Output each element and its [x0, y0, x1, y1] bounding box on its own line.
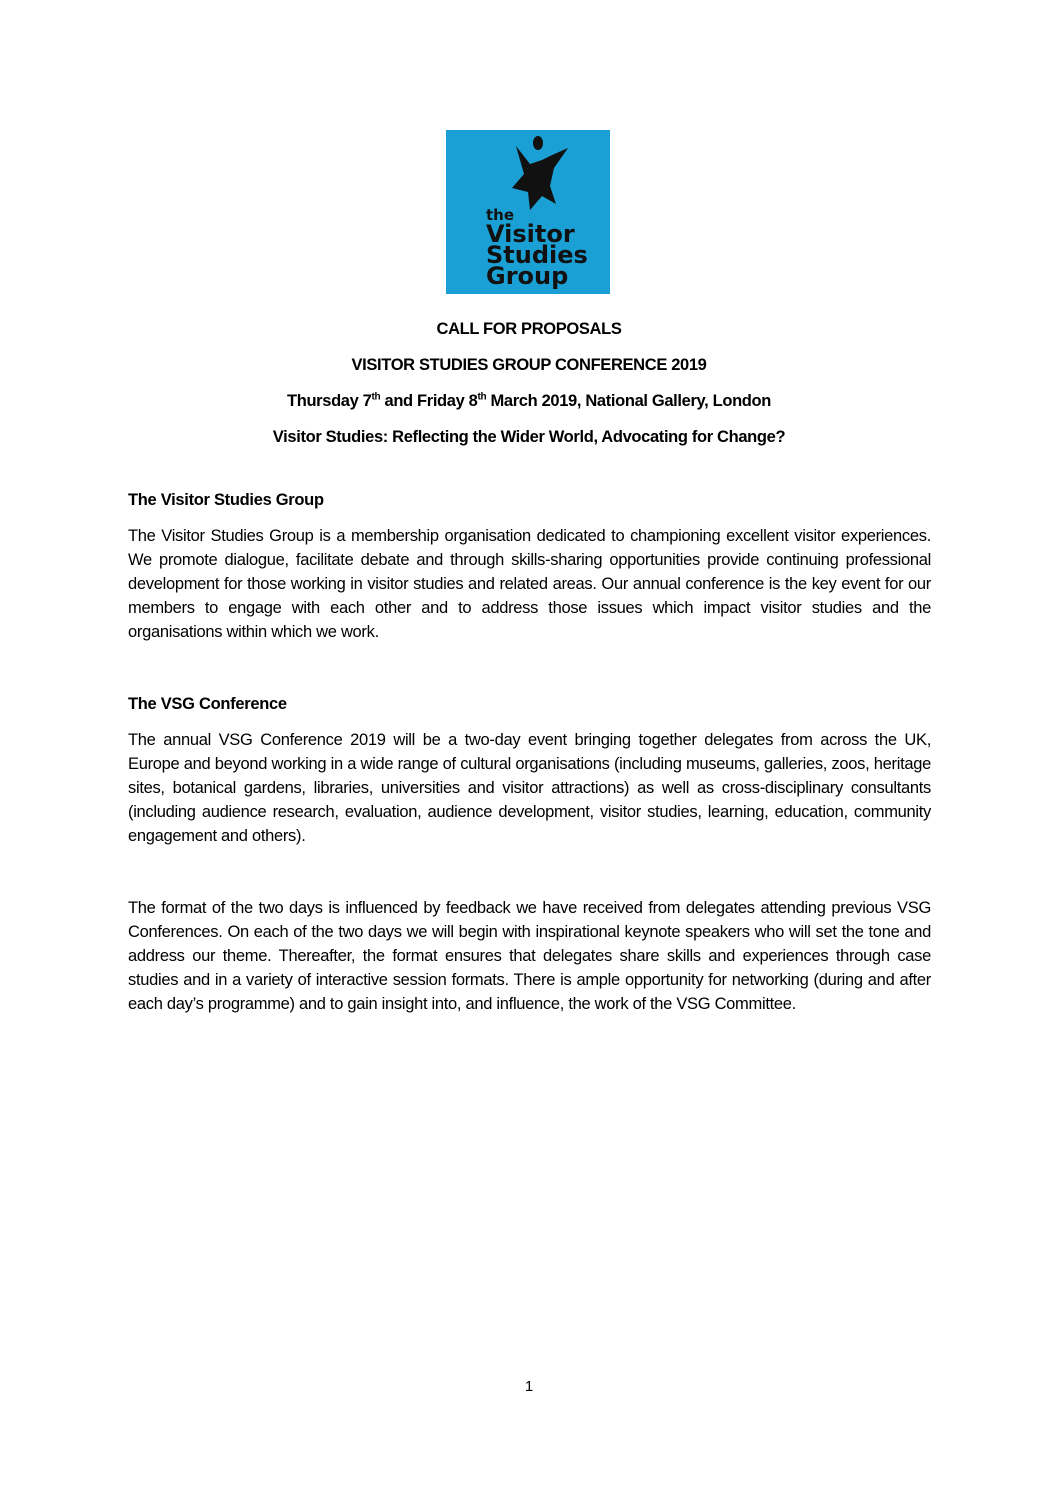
visitor-studies-group-logo [446, 130, 610, 294]
logo-text-studies: Studies [486, 241, 588, 269]
logo-text-the: the [486, 206, 515, 224]
logo-text-visitor: Visitor [486, 220, 575, 248]
page-number: 1 [524, 1378, 534, 1395]
call-for-proposals-title: CALL FOR PROPOSALS [436, 320, 622, 338]
dates-superscript-2: th [477, 391, 487, 403]
dates-part-a: Thursday 7 [286, 392, 372, 410]
document-body [128, 488, 931, 1016]
conference-title: VISITOR STUDIES GROUP CONFERENCE 2019 [351, 356, 707, 374]
title-block [128, 316, 930, 460]
section-heading-conference: The VSG Conference [128, 695, 287, 713]
conference-dates-venue [128, 388, 930, 414]
conference-theme: Visitor Studies: Reflecting the Wider World, Advocating for Change? [272, 428, 786, 446]
section-paragraph-conference-1: The annual VSG Conference 2019 will be a two-day event bringing together delegates from across the UK, Europe and beyond working in a wide range of cultural organisations (including museums, galleries, zoos, heritage sites, botanical gardens, libraries, universities and visitor attractions) as well as cross-disciplinary consultants (including audience research, evaluation, audience development, visitor studies, learning, education, community engagement and others). [128, 731, 931, 845]
dates-part-c: March 2019, National Gallery, London [486, 392, 771, 410]
section-heading-vsg: The Visitor Studies Group [128, 491, 324, 509]
dates-superscript-1: th [371, 391, 381, 403]
dates-part-b: and Friday 8 [380, 392, 478, 410]
section-paragraph-conference-2: The format of the two days is influenced by feedback we have received from delegates attending previous VSG Conferences. On each of the two days we will begin with inspirational keynote speakers who will set the tone and address our theme. Thereafter, the format ensures that delegates share skills and experiences through case studies and in a variety of interactive session formats. There is ample opportunity for networking (during and after each day’s programme) and to gain insight into, and influence, the work of the VSG Committee. [128, 899, 931, 1013]
section-paragraph-vsg: The Visitor Studies Group is a membership organisation dedicated to championing excellent visitor experiences. We promote dialogue, facilitate debate and through skills-sharing opportunities provide continuing professional development for those working in visitor studies and related areas. Our annual conference is the key event for our members to engage with each other and to address those issues which impact visitor studies and the organisations within which we work. [128, 527, 931, 641]
logo-text-group: Group [486, 262, 569, 290]
